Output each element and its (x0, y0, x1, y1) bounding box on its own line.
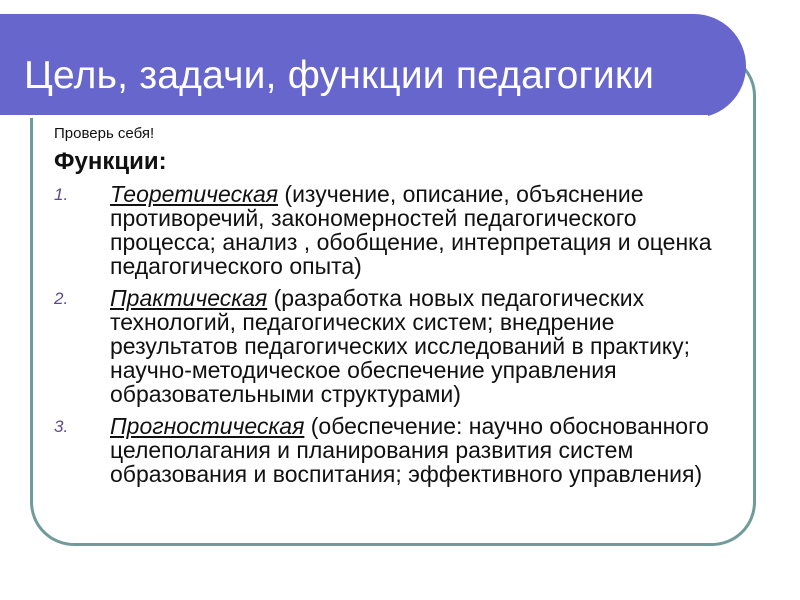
functions-list (54, 182, 744, 486)
slide-content (54, 120, 744, 494)
function-term: Прогностическая (110, 413, 305, 439)
function-description: (изучение, описание, объяснение противоречий, закономерностей педагогического процесса; анализ , обобщение, интерпретация и оценка педагогического опыта) (110, 181, 712, 279)
list-number: 1. (54, 185, 69, 204)
function-description: (обеспечение: научно обоснованного целеполагания и планирования развития систем образования и воспитания; эффективного управления) (110, 413, 709, 487)
title-bar (0, 14, 746, 118)
check-yourself-label: Проверь себя! (54, 125, 155, 142)
slide-title: Цель, задачи, функции педагогики (24, 54, 655, 97)
list-number: 3. (54, 417, 69, 436)
function-description: (разработка новых педагогических технологий, педагогических систем; внедрение результатов педагогических исследований в практику; научно-методическое обеспечение управления образовательными структурами) (110, 285, 691, 407)
function-item-prognostic (54, 414, 744, 486)
list-number: 2. (54, 289, 69, 308)
functions-heading: Функции: (54, 148, 167, 175)
function-item-theoretical (54, 182, 744, 278)
function-term: Теоретическая (110, 181, 279, 207)
function-item-practical (54, 286, 744, 406)
function-term: Практическая (110, 285, 268, 311)
